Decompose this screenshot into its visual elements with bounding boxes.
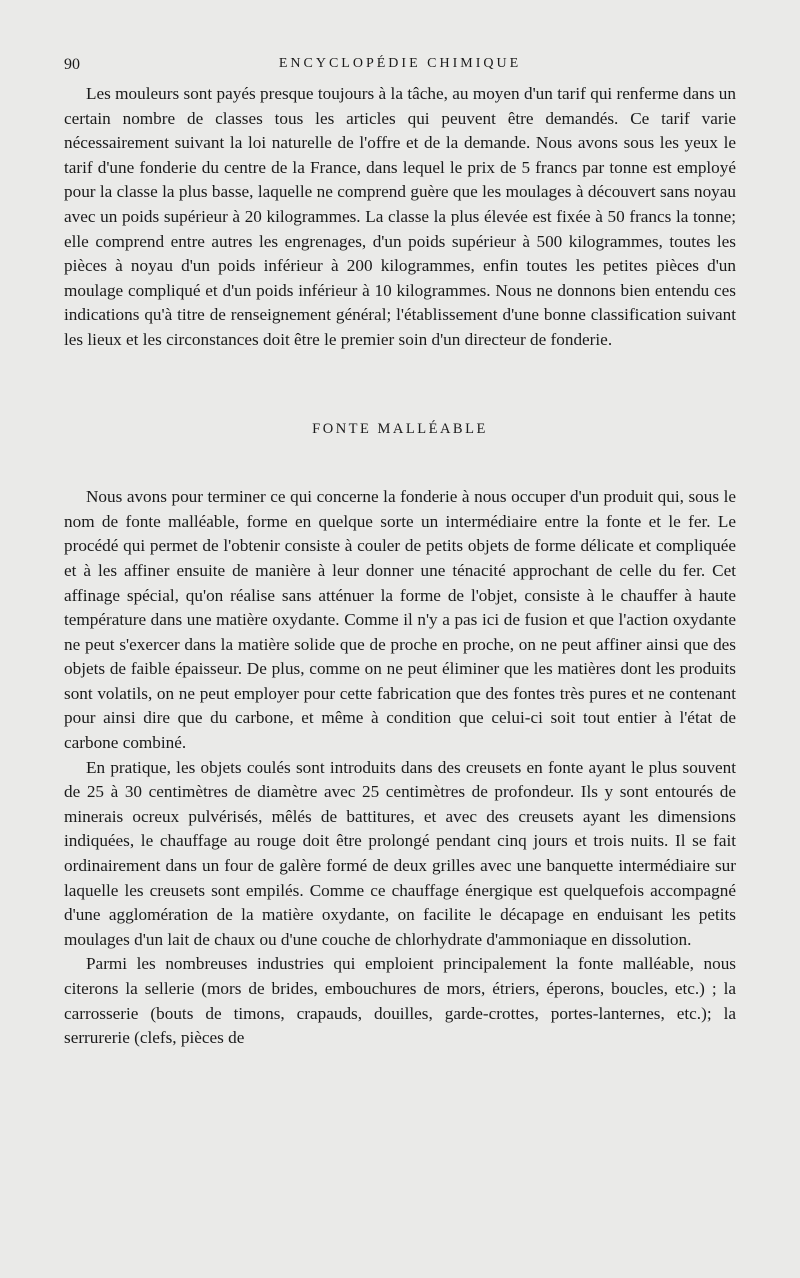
running-title: ENCYCLOPÉDIE CHIMIQUE bbox=[278, 56, 522, 71]
page-header bbox=[64, 56, 736, 80]
paragraph: Nous avons pour terminer ce qui concerne la fonderie à nous occuper d'un produit qui, sous le nom de fonte malléable, forme en quelque sorte un intermédiaire entre la fonte et le fer. Le procédé qui permet de l'obtenir consiste à couler de petits objets de forme délicate et compliquée et à les affiner ensuite de manière à leur donner une ténacité approchant de celle du fer. Cet affinage spécial, qu'on réalise sans atténuer la forme de l'objet, consiste à le chauffer à haute température dans une matière oxydante. Comme il n'y a pas ici de fusion et que l'action oxydante ne peut s'exercer dans la matière solide que de proche en proche, on ne peut affiner ainsi que des objets de faible épaisseur. De plus, comme on ne peut éliminer que les matières dont les produits sont volatils, on ne peut employer pour cette fabrication que des fontes très pures et ne contenant pour ainsi dire que du carbone, et même à condition que celui-ci soit tout entier à l'état de carbone combiné. bbox=[64, 487, 736, 753]
paragraph: En pratique, les objets coulés sont introduits dans des creusets en fonte ayant le plus souvent de 25 à 30 centimètres de diamètre avec 25 centimètres de profondeur. Ils y sont entourés de minerais ocreux pulvérisés, mêlés de battitures, et avec des creusets ayant les dimensions indiquées, le chauffage au rouge doit être prolongé pendant cinq jours et trois nuits. Il se fait ordinairement dans un four de galère formé de deux grilles avec une banquette intermédiaire sur laquelle les creusets sont empilés. Comme ce chauffage énergique est quelquefois accompagné d'une agglomération de la matière oxydante, on facilite le décapage en enduisant les petits moulages d'un lait de chaux ou d'une couche de chlorhydrate d'ammoniaque en dissolution. bbox=[64, 757, 736, 949]
body-text bbox=[64, 82, 736, 1051]
paragraph: Parmi les nombreuses industries qui emploient principalement la fonte malléable, nous citerons la sellerie (mors de brides, embouchures de mors, étriers, éperons, boucles, etc.) ; la carrosserie (bouts de timons, crapauds, douilles, garde-crottes, portes-lanternes, etc.); la serrurerie (clefs, pièces de bbox=[64, 954, 736, 1048]
section-title: FONTE MALLÉABLE bbox=[312, 420, 488, 437]
page-number: 90 bbox=[64, 56, 80, 73]
paragraph: Les mouleurs sont payés presque toujours à la tâche, au moyen d'un tarif qui renferme dans un certain nombre de classes tous les articles qui peuvent être demandés. Ce tarif varie nécessairement suivant la loi naturelle de l'offre et de la demande. Nous avons sous les yeux le tarif d'une fonderie du centre de la France, dans lequel le prix de 5 francs par tonne est employé pour la classe la plus basse, laquelle ne comprend guère que les moulages à découvert sans noyau avec un poids supérieur à 20 kilogrammes. La classe la plus élevée est fixée à 50 francs la tonne; elle comprend entre autres les engrenages, d'un poids supérieur à 500 kilogrammes, toutes les pièces à noyau d'un poids inférieur à 200 kilogrammes, enfin toutes les petites pièces d'un moulage compliqué et d'un poids inférieur à 10 kilogrammes. Nous ne donnons bien entendu ces indications qu'à titre de renseignement général; l'établissement d'une bonne classification suivant les lieux et les circonstances doit être le premier soin d'un directeur de fonderie. bbox=[64, 84, 736, 349]
